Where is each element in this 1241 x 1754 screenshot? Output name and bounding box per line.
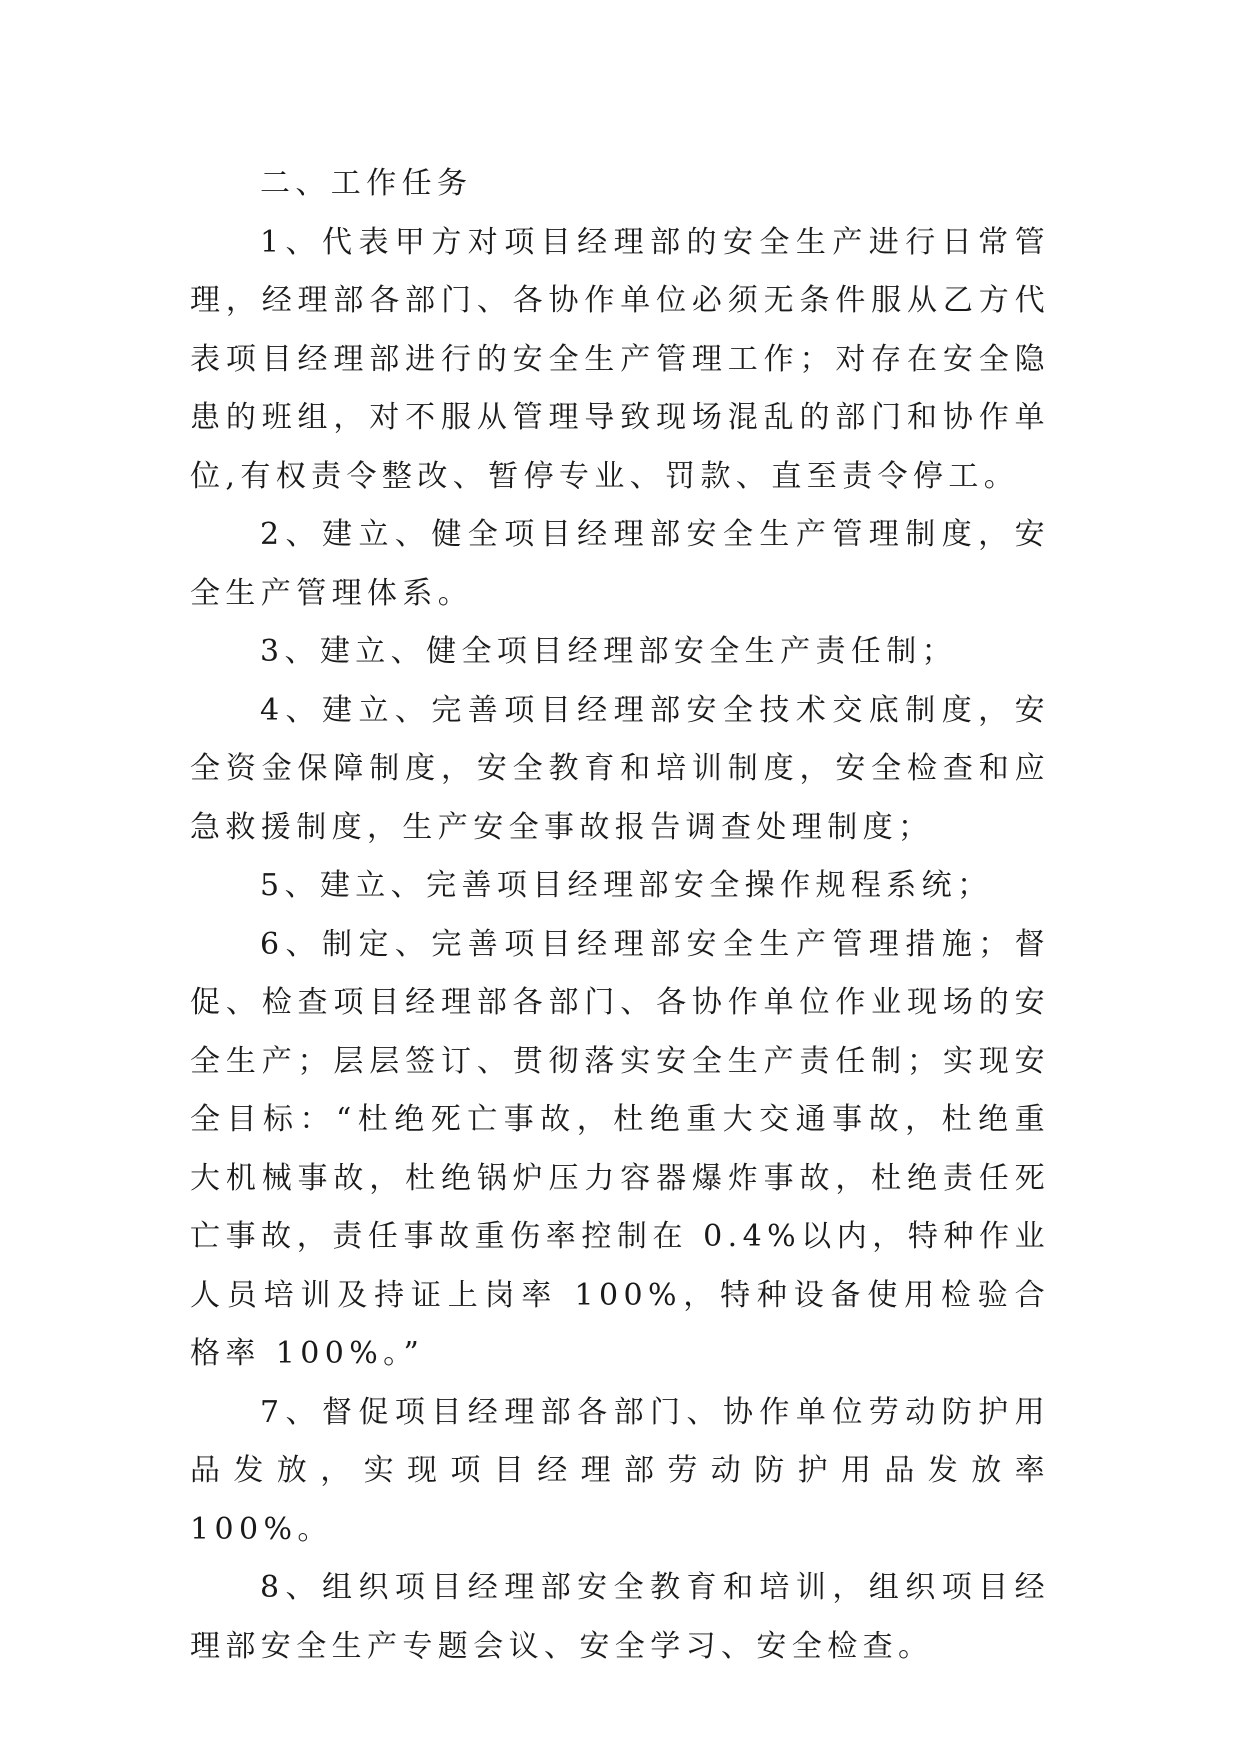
paragraph-4: 4、建立、完善项目经理部安全技术交底制度，安全资金保障制度，安全教育和培训制度，安全检查和应急救援制度，生产安全事故报告调查处理制度； [190, 692, 1050, 845]
document-body [190, 155, 1050, 1676]
paragraph-5: 5、建立、完善项目经理部安全操作规程系统； [260, 868, 993, 903]
paragraph-8: 8、组织项目经理部安全教育和培训，组织项目经理部安全生产专题会议、安全学习、安全检查。 [190, 1570, 1050, 1664]
paragraph-7: 7、督促项目经理部各部门、协作单位劳动防护用品发放，实现项目经理部劳动防护用品发放率 100%。 [190, 1394, 1050, 1547]
paragraph-6: 6、制定、完善项目经理部安全生产管理措施；督促、检查项目经理部各部门、各协作单位作业现场的安全生产；层层签订、贯彻落实安全生产责任制；实现安全目标：“杜绝死亡事故，杜绝重大交通事故，杜绝重大机械事故，杜绝锅炉压力容器爆炸事故，杜绝责任死亡事故，责任事故重伤率控制在 0.4%以内，特种作业人员培训及持证上岗率 100%，特种设备使用检验合格率 100%。” [190, 926, 1050, 1371]
section-heading: 二、工作任务 [260, 166, 473, 201]
paragraph-1: 1、代表甲方对项目经理部的安全生产进行日常管理，经理部各部门、各协作单位必须无条件服从乙方代表项目经理部进行的安全生产管理工作；对存在安全隐患的班组，对不服从管理导致现场混乱的部门和协作单位,有权责令整改、暂停专业、罚款、直至责令停工。 [190, 224, 1050, 494]
paragraph-3: 3、建立、健全项目经理部安全生产责任制； [260, 634, 958, 669]
paragraph-2: 2、建立、健全项目经理部安全生产管理制度，安全生产管理体系。 [190, 517, 1050, 611]
